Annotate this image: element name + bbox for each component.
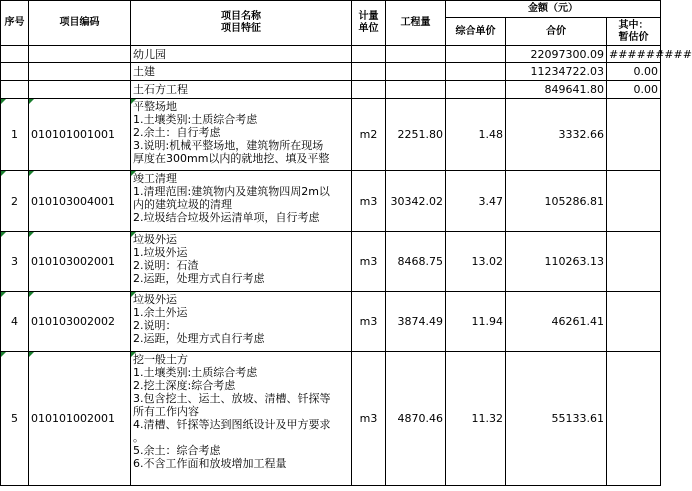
item-quantity: 4870.46 [386,352,446,486]
table-row [1,352,661,486]
summary-row [1,63,661,81]
header-unit-line2: 单位 [358,23,379,34]
header-code: 项目编码 [29,1,131,46]
summary-provisional: 0.00 [607,81,661,99]
item-quantity: 30342.02 [386,171,446,232]
header-name-line1: 项目名称 [221,11,261,22]
summary-name: 土建 [131,63,352,81]
item-unit-price: 3.47 [446,171,506,232]
item-line: 6.不含工作面和放坡增加工程量 [133,457,287,470]
header-unit-line1: 计量 [358,11,379,22]
item-unit-price: 1.48 [446,99,506,171]
item-line: 2.垃圾结合垃圾外运清单项，自行考虑 [133,211,320,224]
summary-provisional: 0.00 [607,63,661,81]
header-unit-price: 综合单价 [446,18,506,46]
item-line: 厚度在300mm以内的就地挖、填及平整 [133,152,330,165]
item-code: 010103004001 [29,171,131,232]
item-line: 1.土壤类别:土质综合考虑 [133,113,258,126]
summary-name: 土石方工程 [131,81,352,99]
item-line: 2.运距，处理方式自行考虑 [133,332,265,345]
item-total: 3332.66 [506,99,607,171]
item-total: 110263.13 [506,232,607,292]
table-row [1,171,661,232]
item-description [131,232,352,292]
item-line: 2.说明： [133,319,177,332]
item-unit-price: 11.94 [446,292,506,352]
item-line: 竣工清理 [133,172,177,185]
header-quantity: 工程量 [386,1,446,46]
header-provisional-line1: 其中： [618,19,649,31]
item-unit-price: 13.02 [446,232,506,292]
item-unit: m3 [352,232,386,292]
item-line: 5.余土：综合考虑 [133,444,221,457]
item-code: 010101002001 [29,352,131,486]
item-unit-price: 11.32 [446,352,506,486]
item-line: 2.运距，处理方式自行考虑 [133,272,265,285]
summary-row [1,81,661,99]
item-unit: m3 [352,352,386,486]
item-seq: 5 [1,352,29,486]
item-code: 010103002001 [29,232,131,292]
item-line: 平整场地 [133,100,177,113]
item-description [131,171,352,232]
summary-provisional: ######### [607,46,661,63]
item-line: 2.余土：自行考虑 [133,126,221,139]
item-line: 1.土壤类别:土质综合考虑 [133,366,258,379]
summary-total: 849641.80 [506,81,607,99]
header-provisional [607,18,661,46]
item-seq: 4 [1,292,29,352]
item-line: 垃圾外运 [133,293,177,306]
summary-name: 幼儿园 [131,46,352,63]
item-code: 010101001001 [29,99,131,171]
header-seq: 序号 [1,1,29,46]
summary-row [1,46,661,63]
table-row [1,232,661,292]
item-line: 3.包含挖土、运土、放坡、清槽、钎探等 [133,392,331,405]
item-description [131,99,352,171]
header-total: 合价 [506,18,607,46]
item-line: 1.余土外运 [133,306,188,319]
item-line: 垃圾外运 [133,233,177,246]
item-unit: m3 [352,292,386,352]
item-line: 内的建筑垃圾的清理 [133,198,232,211]
item-unit: m3 [352,171,386,232]
item-seq: 2 [1,171,29,232]
header-amount-group: 金额（元） [446,1,661,18]
item-total: 55133.61 [506,352,607,486]
item-line: 1.清理范围:建筑物内及建筑物四周2m以 [133,185,330,198]
item-seq: 3 [1,232,29,292]
item-description [131,292,352,352]
item-line: 挖一般土方 [133,353,188,366]
item-unit: m2 [352,99,386,171]
header-provisional-line2: 暂估价 [618,31,649,43]
item-seq: 1 [1,99,29,171]
header-name [131,1,352,46]
item-total: 46261.41 [506,292,607,352]
table-row [1,99,661,171]
summary-total: 11234722.03 [506,63,607,81]
item-line: 2.挖土深度:综合考虑 [133,379,236,392]
summary-total: 22097300.09 [506,46,607,63]
item-description [131,352,352,486]
item-line: 3.说明:机械平整场地，建筑物所在现场 [133,139,324,152]
item-total: 105286.81 [506,171,607,232]
item-line: 。 [133,431,144,444]
item-quantity: 8468.75 [386,232,446,292]
item-line: 2.说明：石渣 [133,259,199,272]
item-line: 所有工作内容 [133,405,199,418]
header-name-line2: 项目特征 [221,23,261,34]
item-quantity: 2251.80 [386,99,446,171]
table-row [1,292,661,352]
item-line: 4.清槽、钎探等达到图纸设计及甲方要求 [133,418,331,431]
item-quantity: 3874.49 [386,292,446,352]
item-line: 1.垃圾外运 [133,246,188,259]
item-code: 010103002002 [29,292,131,352]
header-unit [352,1,386,46]
